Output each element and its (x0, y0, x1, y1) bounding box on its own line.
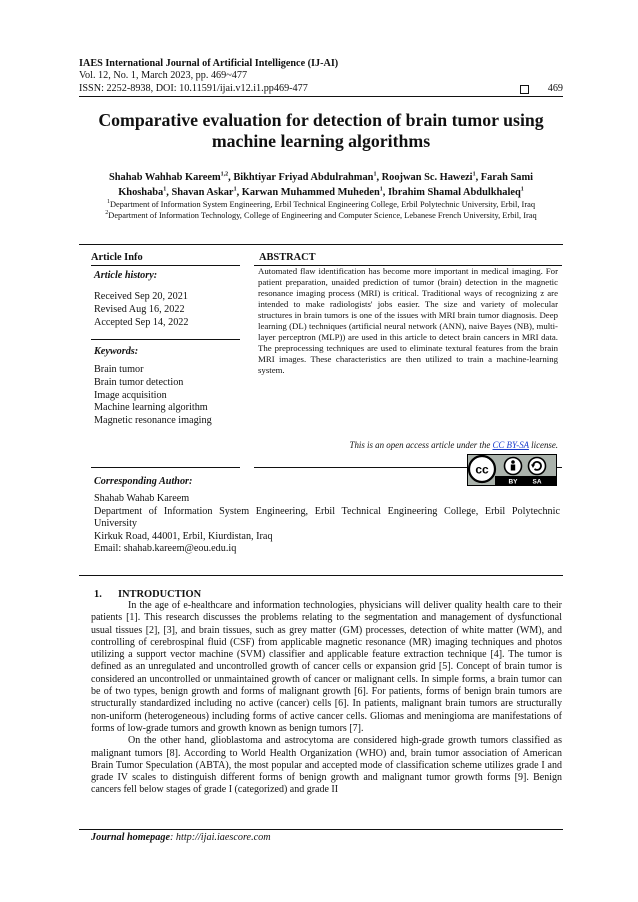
revised-date: Revised Aug 16, 2022 (94, 304, 185, 316)
corresponding-author-heading: Corresponding Author: (94, 476, 193, 487)
info-top-rule (79, 244, 563, 245)
author-affiliation-mark: 1 (379, 186, 383, 193)
author-affiliation-mark: 1 (472, 171, 476, 178)
affiliation-1: $^1$Department of Information System Engineering, Erbil Technical Engineering College, Erbil Polytechnic University, Erbil, Iraq (106, 199, 536, 209)
keyword-item: Magnetic resonance imaging (94, 415, 212, 427)
author-line-1: Shahab Wahhab Kareem$^{1,2}$, Bikhtiyar Friyad Abdulrahman$^1$, Roojwan Sc. Hawezi$^1$, Farah Sami (108, 171, 534, 183)
received-date: Received Sep 20, 2021 (94, 291, 188, 302)
author-affiliation-mark: 1 (163, 186, 167, 193)
cc-badge-strip (495, 476, 556, 485)
footer-rule (79, 829, 563, 830)
header-rule (79, 96, 563, 97)
section-heading-introduction: 1. INTRODUCTION (94, 589, 202, 600)
svg-text:cc: cc (475, 462, 489, 477)
corresponding-address: Kirkuk Road, 44001, Erbil, Kiurdistan, Iraq (94, 530, 273, 542)
article-history-heading: Article history: (94, 270, 158, 281)
share-alike-icon (529, 458, 546, 475)
accepted-date: Accepted Sep 14, 2022 (94, 317, 189, 329)
cc-sa-label: SA (532, 478, 542, 486)
author-line-2: Khoshaba$^1$, Shavan Askar$^1$, Karwan Muhammed Muheden$^1$, Ibrahim Shamal Abdulkhaleq$^1$ (118, 186, 524, 198)
intro-paragraph-1: In the age of e-healthcare and information technologies, physicians will deliver quality health care to their patients [1]. This research discusses the problems relating to the segmentation and management of dysfunctional usual tissues [2], [3], and brain tissues, such as grey matter (GM) processes, detection of white matter (WM), and controlling of cerebrospinal fluid (CSF) from applicable magnetic resonance (MR) imaging techniques and photos utilizing a support vector machine (SVM) classifier and applicable feature extraction technique [4]. The tumor is defined as an unregulated and uncontrolled growth of cancer cells or expansion grid [5]. Concept of brain tumor is considered an uncontrolled or unmaintained growth of cancer or malignant cells. In simple forms, a brain tumor can be of two types, benign growth and forms of malignant growth [6]. For patients, forms of benign brain tumors are structurally standardized including no active (cancer) cells [6]. In patients, malignant brain tumors are structurally non-uniform (heterogeneous) including forms of active cancer cells. Gliomas and meningioma are manifestations of forms of low-grade tumors and growth known as benign tumors [7]. (91, 600, 562, 734)
keyword-item: Brain tumor detection (94, 376, 184, 388)
keyword-item: Image acquisition (94, 389, 167, 401)
corresponding-name: Shahab Wahab Kareem (94, 493, 190, 504)
corresponding-author-details (94, 493, 560, 556)
article-info-heading: Article Info (91, 252, 143, 263)
paper-title: Comparative evaluation for detection of brain tumor using machine learning algorithms (98, 110, 544, 151)
abstract-text: Automated flaw identification has become more important in medical imaging. For patient preparation, unaided prediction of tumor (brain) detection in the magnetic resonance imaging process (MRI) is critical. Traditional ways of recognizing z are intended to make radiologists' jobs easier. The size and variety of molecular structures in brain tumors is one of the issues with MRI brain tumor diagnosis. Deep learning (DL) techniques (artificial neural network (ANN), naive Bayes (NB), multi-layer perceptron (MLP)) are used in this article to detect brain cancers in MRI data. The preprocessing techniques are used to eliminate textural features from the brain MRI images. These characteristics are then utilized to train a machine-learning system. (258, 266, 558, 375)
page-number: 469 (547, 82, 563, 94)
author-affiliation-mark: 1,2 (220, 171, 229, 178)
cc-by-label: BY (508, 478, 518, 486)
keywords-rule (91, 339, 240, 340)
author-name: Shahab Wahhab Kareem (108, 172, 221, 183)
affiliation-2: $^2$Department of Information Technology, College of Engineering and Computer Science, Lebanese French University, Erbil, Iraq (105, 210, 537, 220)
journal-issn-doi: ISSN: 2252-8938, DOI: 10.11591/ijai.v12.i1.pp469-477 (79, 82, 308, 94)
author-name: Roojwan Sc. Hawezi (381, 172, 473, 183)
open-access-notice: This is an open access article under the CC BY-SA license. (349, 440, 558, 450)
keyword-item: Brain tumor (94, 364, 144, 375)
author-name: Khoshaba (118, 187, 164, 198)
info-bottom-left-rule (91, 467, 240, 468)
article-history (94, 290, 189, 330)
author-name: Bikhtiyar Friyad Abdulrahman (233, 172, 374, 183)
author-name: Shavan Askar (171, 187, 234, 198)
intro-paragraph-2: On the other hand, glioblastoma and astrocytoma are considered high-grade growth tumors classified as malignant tumors [8]. According to World Health Organization (WHO) and, brain tumor association of American Brain Tumor Speculation (ABTA), the most popular and accepted mode of classification scheme utilizes grade I and grade IV scales to distinguish different forms of benign growth and malignant tumor growth forms [9]. Benign cancers fell below stages of grade I (categorized) and grade II (91, 735, 562, 796)
creative-commons-by-sa-icon[interactable] (467, 454, 557, 486)
article-info-rule (91, 265, 240, 266)
author-list (79, 170, 563, 200)
author-name: Ibrahim Shamal Abdulkhaleq (387, 187, 521, 198)
square-box-icon (520, 85, 529, 94)
author-name: Farah Sami (480, 172, 534, 183)
keyword-list (94, 364, 212, 428)
affiliation-list (79, 199, 563, 221)
introduction-body (91, 600, 562, 797)
author-affiliation-mark: 1 (233, 186, 237, 193)
license-link[interactable]: CC BY-SA (492, 440, 529, 450)
journal-homepage-footer: Journal homepage: http://ijai.iaescore.com (91, 832, 271, 843)
corresponding-email: Email: shahab.kareem@eou.edu.iq (94, 543, 237, 555)
corresponding-department: Department of Information System Engineering, Erbil Technical Engineering College, Erbil Polytechnic University (94, 505, 560, 530)
running-header (79, 58, 563, 95)
author-affiliation-mark: 1 (373, 171, 377, 178)
abstract-heading: ABSTRACT (259, 252, 316, 263)
corresponding-bottom-rule (79, 575, 563, 576)
author-affiliation-mark: 1 (520, 186, 524, 193)
keywords-heading: Keywords: (94, 346, 139, 357)
keyword-item: Machine learning algorithm (94, 402, 208, 414)
author-name: Karwan Muhammed Muheden (241, 187, 380, 198)
journal-volume: Vol. 12, No. 1, March 2023, pp. 469~477 (79, 70, 248, 82)
journal-name: IAES International Journal of Artificial Intelligence (IJ-AI) (79, 58, 339, 69)
journal-homepage-link[interactable]: : http://ijai.iaescore.com (169, 832, 271, 843)
